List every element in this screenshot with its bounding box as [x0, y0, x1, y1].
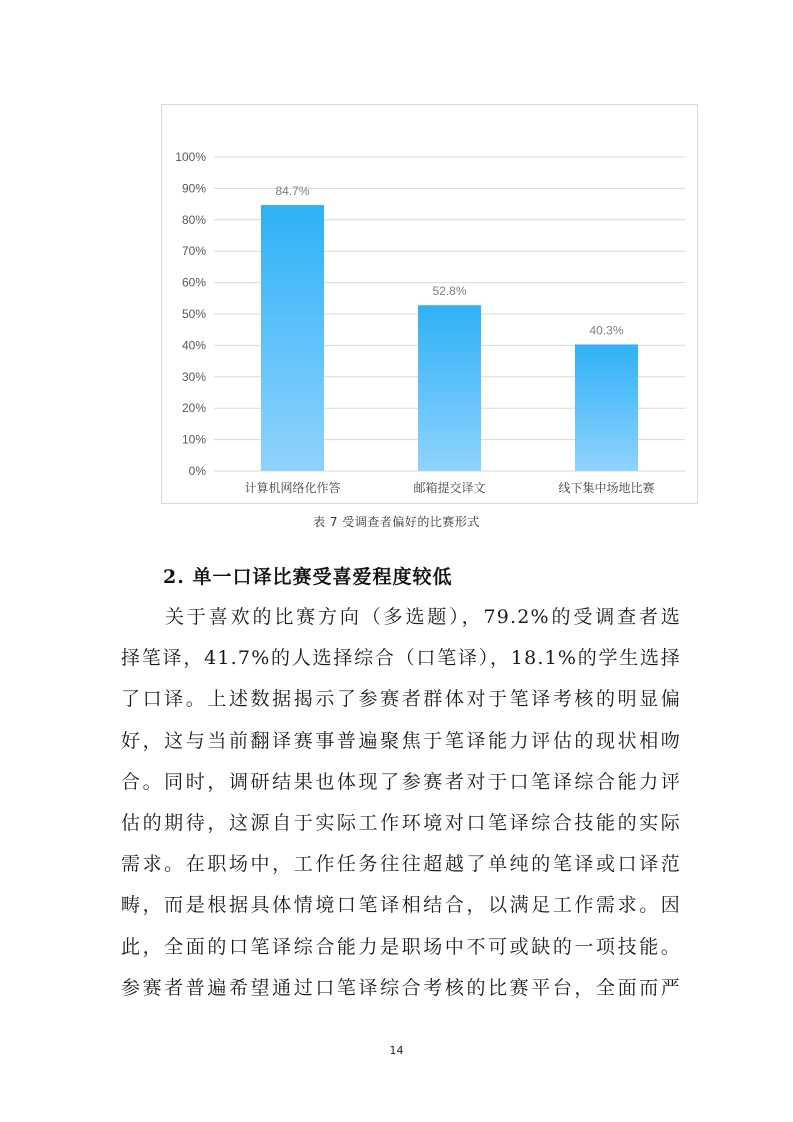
y-tick-label: 60%: [181, 275, 206, 290]
y-tick-label: 20%: [181, 401, 206, 416]
x-tick-label: 线下集中场地比赛: [558, 481, 655, 495]
bar-chart: [162, 105, 699, 505]
y-tick-label: 30%: [181, 369, 206, 384]
section-heading: 2. 单一口译比赛受喜爱程度较低: [163, 566, 453, 588]
y-tick-label: 40%: [181, 338, 206, 353]
bar: [418, 305, 481, 471]
paragraph-line: 需求。在职场中，工作任务往往超越了单纯的笔译或口译范: [121, 853, 681, 876]
paragraph-line: 估的期待，这源自于实际工作环境对口笔译综合技能的实际: [121, 811, 681, 834]
data-label: 52.8%: [432, 284, 467, 299]
paragraph-line: 关于喜欢的比赛方向（多选题），79.2%的受调查者选: [165, 606, 681, 628]
bar: [575, 344, 638, 471]
paragraph-line: 参赛者普遍希望通过口笔译综合考核的比赛平台，全面而严: [121, 976, 681, 999]
data-label: 84.7%: [275, 184, 310, 199]
chart-container: [161, 104, 698, 504]
y-tick-label: 100%: [175, 150, 206, 164]
y-tick-label: 10%: [181, 432, 206, 447]
y-tick-label: 80%: [181, 212, 206, 227]
figure-caption: 表 7 受调查者偏好的比赛形式: [313, 515, 480, 529]
paragraph-line: 畴，而是根据具体情境口笔译相结合，以满足工作需求。因: [121, 894, 681, 917]
y-tick-label: 90%: [181, 181, 206, 196]
page-number: 14: [389, 1044, 404, 1057]
y-tick-label: 70%: [181, 244, 206, 259]
x-tick-label: 邮箱提交译文: [413, 481, 486, 495]
paragraph-line: 此，全面的口笔译综合能力是职场中不可或缺的一项技能。: [121, 935, 681, 958]
paragraph-line: 择笔译，41.7%的人选择综合（口笔译），18.1%的学生选择: [121, 647, 681, 670]
x-tick-label: 计算机网络化作答: [244, 481, 341, 495]
y-tick-label: 0%: [188, 464, 206, 478]
body-paragraph: [121, 597, 681, 1009]
paragraph-line: 好，这与当前翻译赛事普遍聚焦于笔译能力评估的现状相吻: [121, 729, 681, 752]
bar: [261, 205, 324, 471]
y-tick-label: 50%: [181, 307, 206, 321]
paragraph-line: 合。同时，调研结果也体现了参赛者对于口笔译综合能力评: [121, 770, 681, 793]
paragraph-line: 了口译。上述数据揭示了参赛者群体对于笔译考核的明显偏: [121, 688, 681, 711]
data-label: 40.3%: [589, 323, 624, 338]
